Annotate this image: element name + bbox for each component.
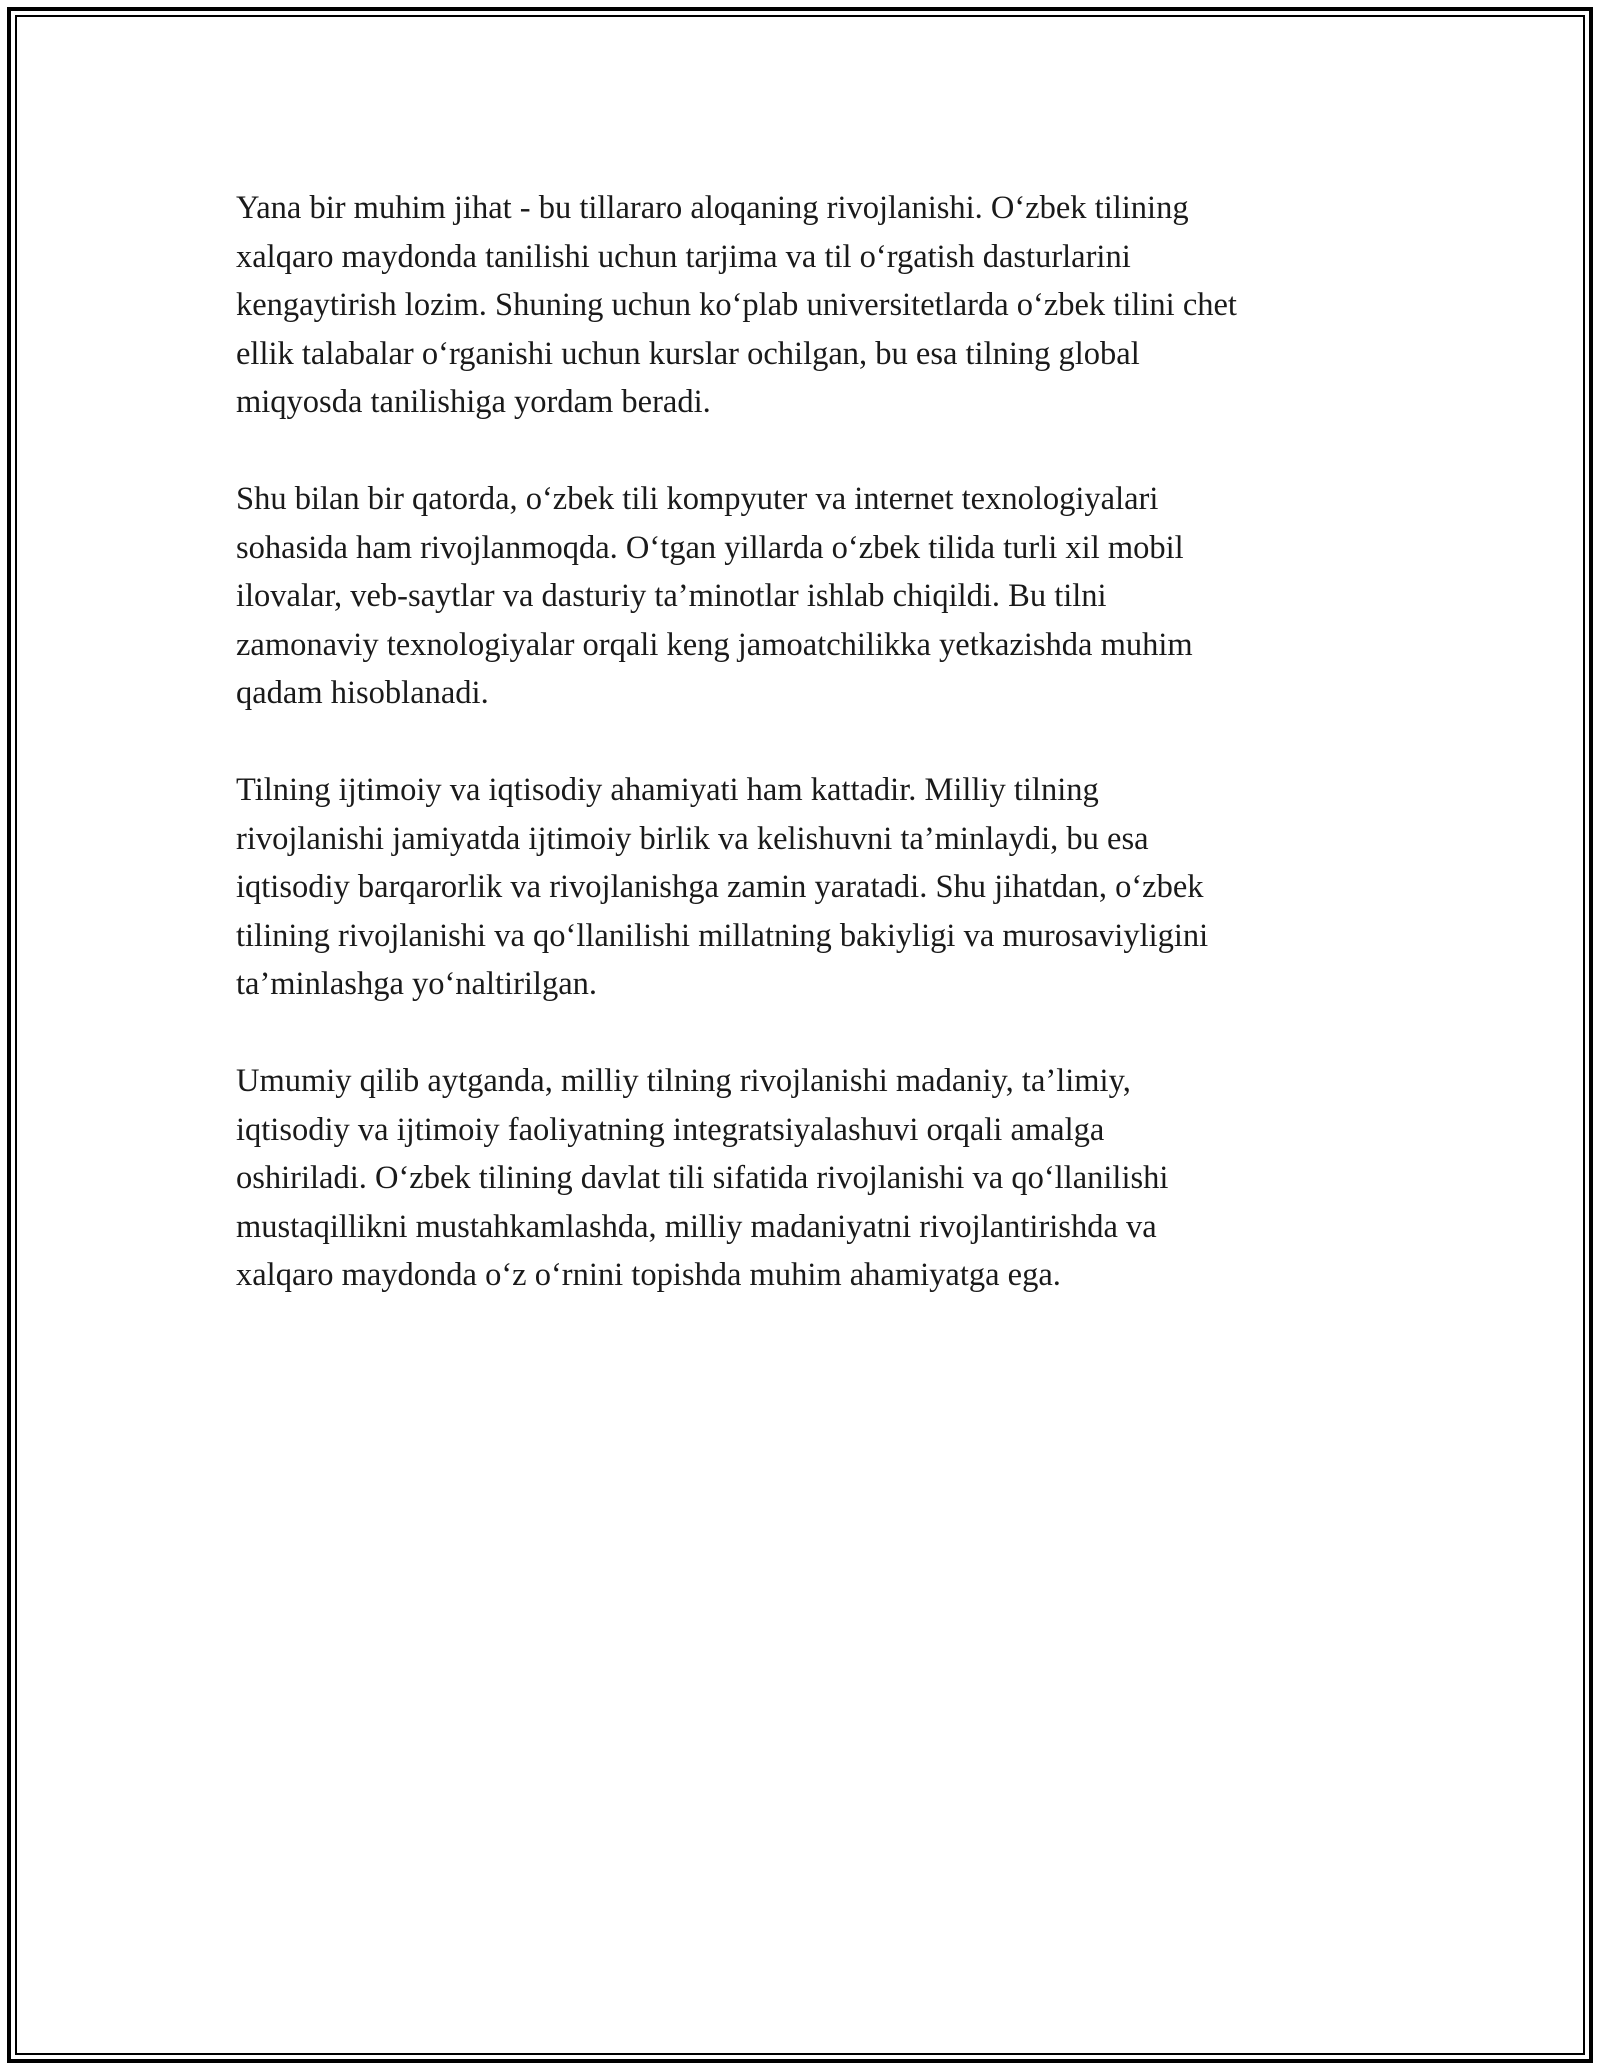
text-line: oshiriladi. O‘zbek tilining davlat tili sifatida rivojlanishi va qo‘llanilishi (236, 1160, 1169, 1196)
text-line: mustaqillikni mustahkamlashda, milliy madaniyatni rivojlantirishda va (236, 1208, 1157, 1245)
text-line: Tilning ijtimoiy va iqtisodiy ahamiyati ham kattadir. Milliy tilning (236, 772, 1099, 808)
text-line: iqtisodiy va ijtimoiy faoliyatning integratsiyalashuvi orqali amalga (236, 1111, 1105, 1148)
paragraph-3 (236, 766, 1406, 1009)
text-line: iqtisodiy barqarorlik va rivojlanishga zamin yaratadi. Shu jihatdan, o‘zbek (236, 869, 1204, 905)
text-line: kengaytirish lozim. Shuning uchun ko‘plab universitetlarda o‘zbek tilini chet (236, 287, 1237, 323)
text-line: tilining rivojlanishi va qo‘llanilishi millatning bakiyligi va murosaviyligini (236, 917, 1209, 954)
text-line: ilovalar, veb-saytlar va dasturiy ta’minotlar ishlab chiqildi. Bu tilni (236, 578, 1107, 614)
text-line: Shu bilan bir qatorda, o‘zbek tili kompyuter va internet texnologiyalari (236, 481, 1159, 517)
text-line: xalqaro maydonda o‘z o‘rnini topishda muhim ahamiyatga ega. (236, 1257, 1061, 1293)
text-line: ellik talabalar o‘rganishi uchun kurslar ochilgan, bu esa tilning global (236, 335, 1140, 372)
text-line: sohasida ham rivojlanmoqda. O‘tgan yillarda o‘zbek tilida turli xil mobil (236, 529, 1184, 566)
document-body (236, 184, 1406, 1348)
text-line: Umumiy qilib aytganda, milliy tilning rivojlanishi madaniy, ta’limiy, (236, 1063, 1131, 1099)
text-line: Yana bir muhim jihat - bu tillararo aloqaning rivojlanishi. O‘zbek tilining (236, 190, 1189, 226)
text-line: qadam hisoblanadi. (236, 675, 489, 711)
paragraph-2 (236, 475, 1406, 718)
paragraph-1 (236, 184, 1406, 427)
text-line: rivojlanishi jamiyatda ijtimoiy birlik va kelishuvni ta’minlaydi, bu esa (236, 820, 1149, 857)
text-line: ta’minlashga yo‘naltirilgan. (236, 966, 598, 1002)
text-line: xalqaro maydonda tanilishi uchun tarjima va til o‘rgatish dasturlarini (236, 238, 1131, 275)
text-line: zamonaviy texnologiyalar orqali keng jamoatchilikka yetkazishda muhim (236, 626, 1193, 663)
text-line: miqyosda tanilishiga yordam beradi. (236, 384, 711, 420)
paragraph-4 (236, 1057, 1406, 1300)
